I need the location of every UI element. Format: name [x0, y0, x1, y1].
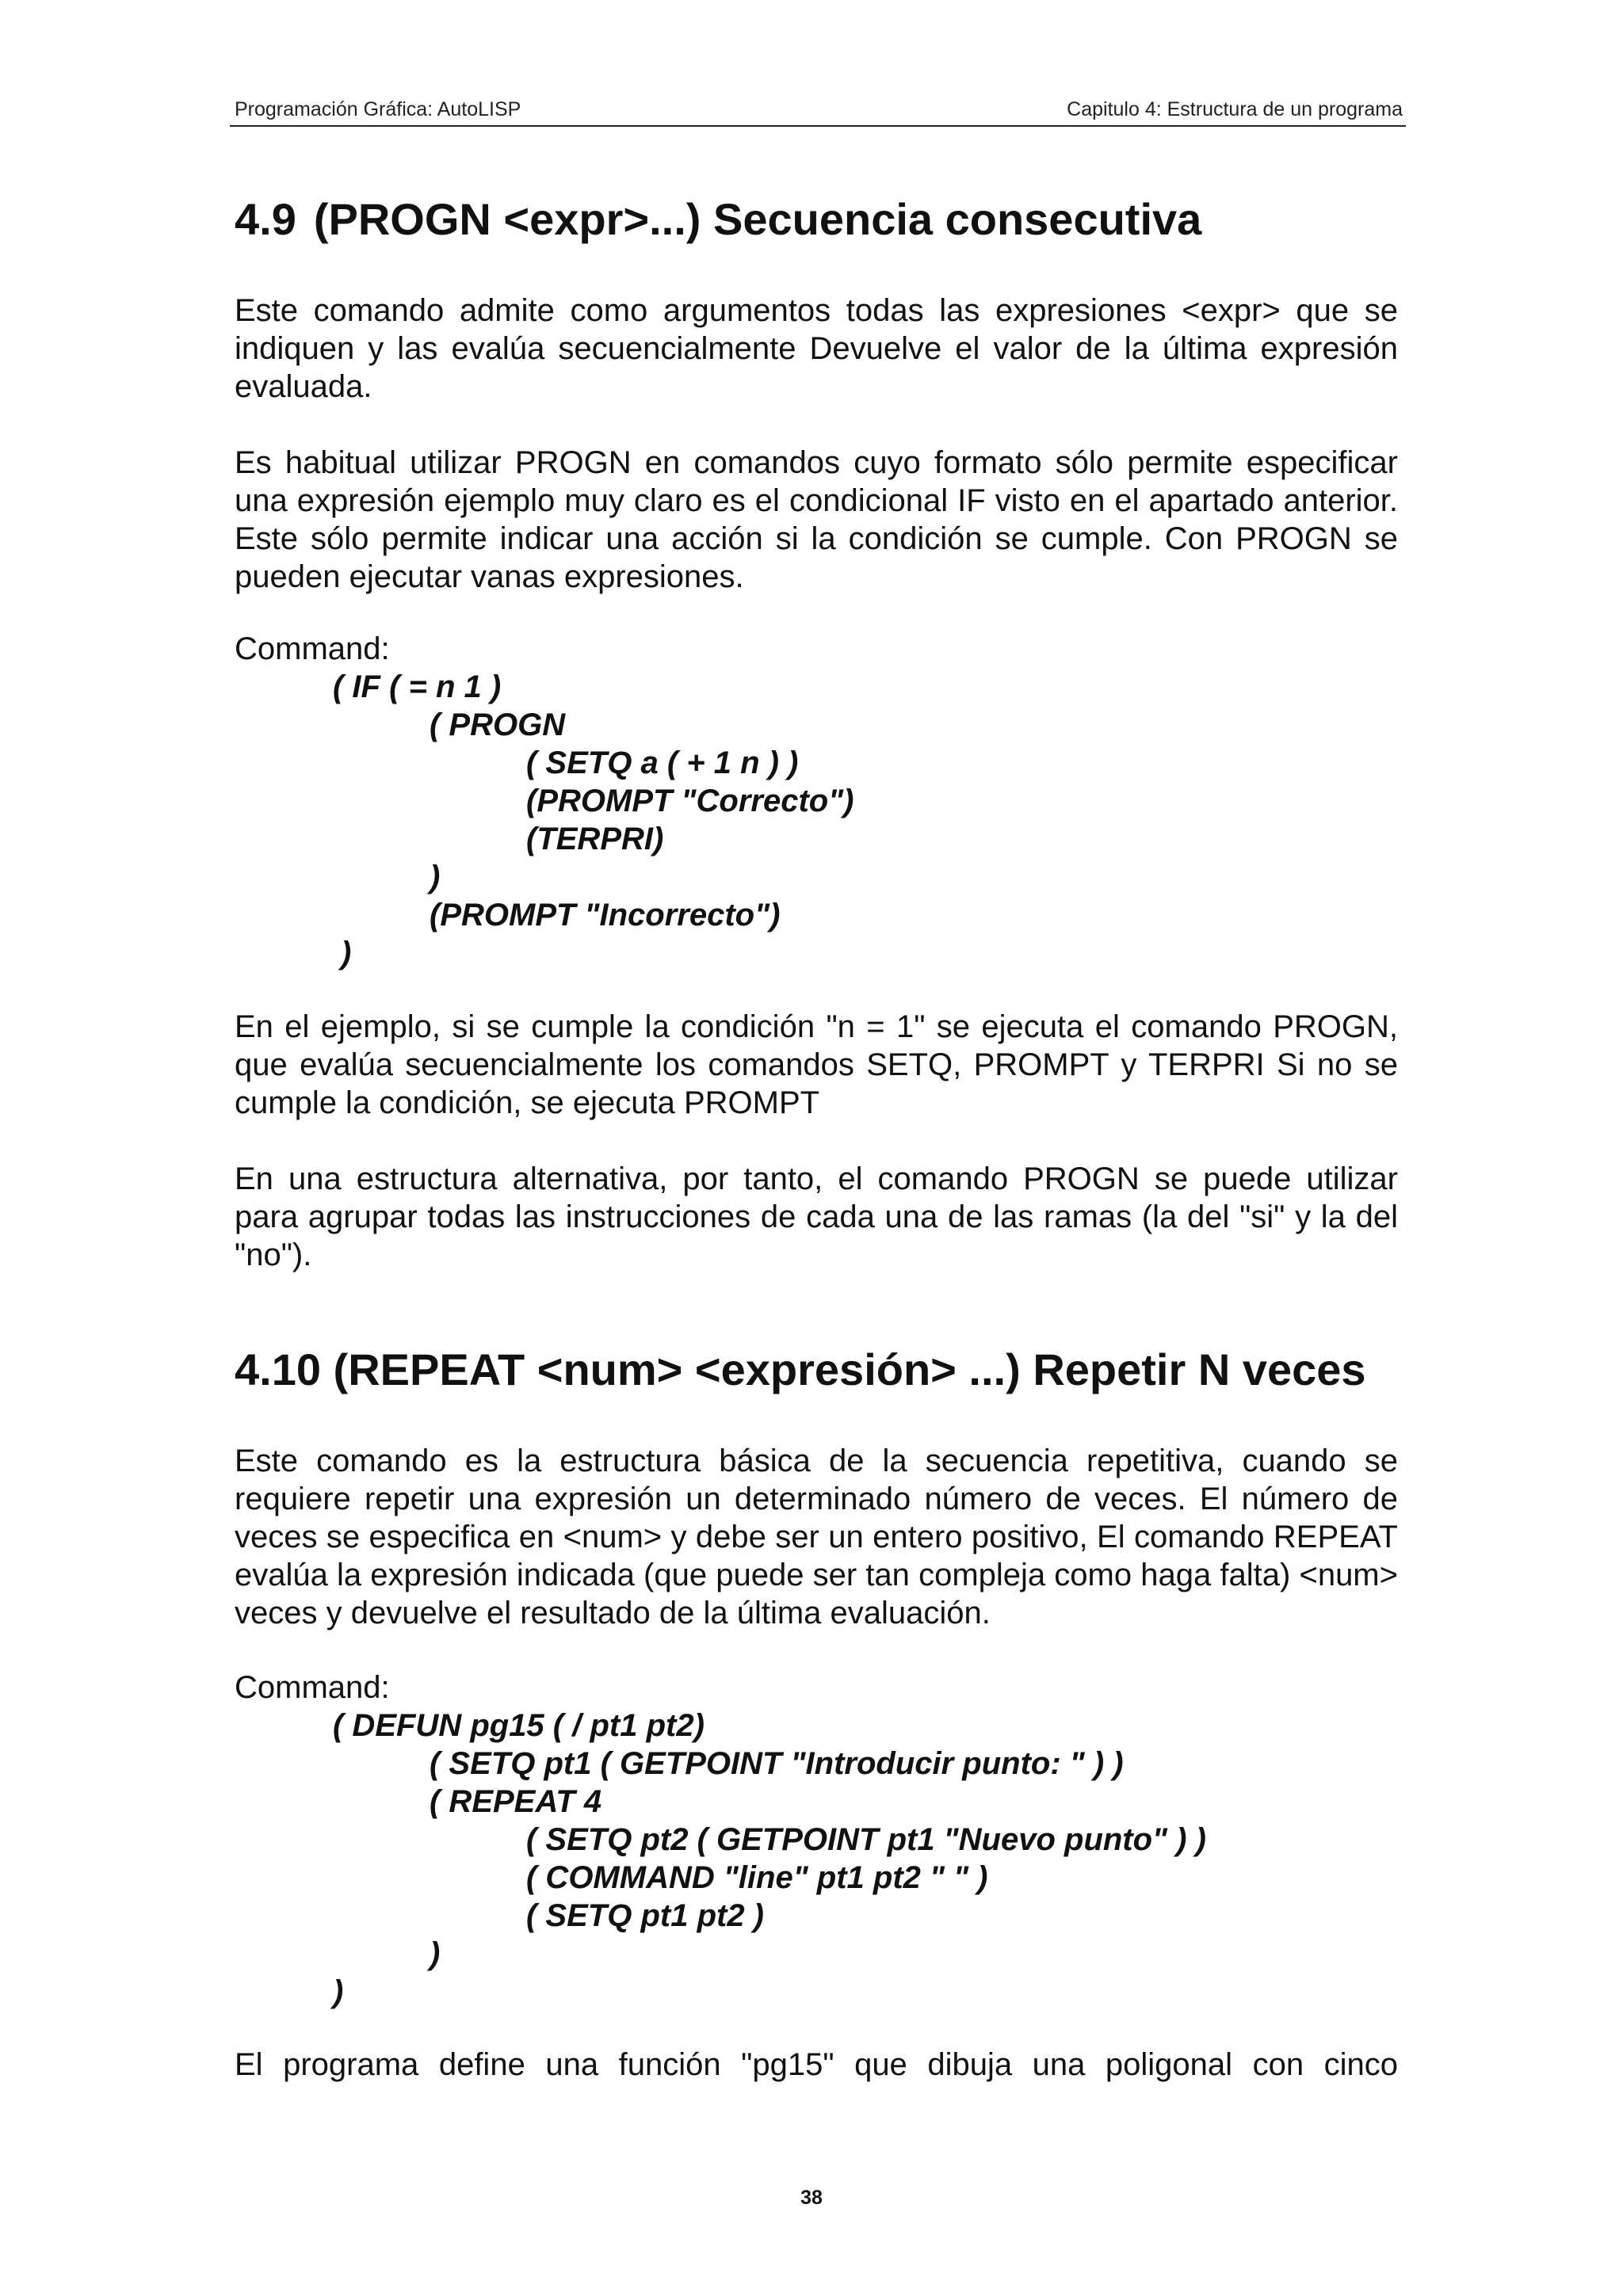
paragraph: Este comando es la estructura básica de la secuencia repetitiva, cuando se requiere repetir una expresión un determinado número de veces. El número de veces se especifica en <num> y debe ser un entero positivo, El comando REPEAT evalúa la expresión indicada (que puede ser tan compleja como haga falta) <num> veces y devuelve el resultado de la última evaluación.: [235, 1444, 1398, 1630]
code-line: ( SETQ pt1 pt2 ): [526, 1898, 764, 1933]
code-line: ( SETQ pt1 ( GETPOINT "Introducir punto: " ) ): [430, 1746, 1124, 1781]
code-line: ( SETQ a ( + 1 n ) ): [526, 746, 799, 780]
section-heading-4-10: 4.10 (REPEAT <num> <expresión> ...) Repetir N veces: [235, 1344, 1366, 1394]
code-line: ( PROGN: [430, 707, 566, 742]
code-line: ( IF ( = n 1 ): [333, 669, 502, 704]
code-line: ( SETQ pt2 ( GETPOINT pt1 "Nuevo punto" ) ): [526, 1822, 1206, 1857]
running-header-left: Programación Gráfica: AutoLISP: [235, 98, 521, 120]
command-label: Command:: [235, 631, 390, 666]
paragraph: El programa define una función "pg15" que dibuja una poligonal con cinco: [235, 2047, 1398, 2082]
paragraph: En el ejemplo, si se cumple la condición "n = 1" se ejecuta el comando PROGN, que evalúa secuencialmente los comandos SETQ, PROMPT y TERPRI Si no se cumple la condición, se ejecuta PROMPT: [235, 1009, 1398, 1120]
code-line: ): [430, 1936, 441, 1971]
code-line: ): [430, 860, 441, 894]
code-line: (PROMPT "Incorrecto"): [430, 898, 781, 933]
section-number: 4.9: [235, 194, 296, 244]
code-line: (PROMPT "Correcto"): [526, 784, 854, 818]
section-title: (PROGN <expr>...) Secuencia consecutiva: [313, 194, 1202, 244]
code-line: ( REPEAT 4: [430, 1784, 602, 1819]
code-line: ( DEFUN pg15 ( / pt1 pt2): [333, 1708, 705, 1743]
section-heading-4-9: [235, 193, 1201, 245]
header-rule: [230, 125, 1406, 127]
code-line: (TERPRI): [526, 822, 664, 856]
paragraph: En una estructura alternativa, por tanto, el comando PROGN se puede utilizar para agrupar todas las instrucciones de cada una de las ramas (la del "si" y la del "no").: [235, 1161, 1398, 1272]
command-label: Command:: [235, 1670, 390, 1705]
code-line: ): [341, 936, 352, 971]
running-header-right: Capitulo 4: Estructura de un programa: [1067, 98, 1403, 120]
page-number: 38: [800, 2187, 823, 2209]
paragraph: Este comando admite como argumentos todas las expresiones <expr> que se indiquen y las evalúa secuencialmente Devuelve el valor de la última expresión evaluada.: [235, 293, 1398, 404]
code-line: ): [333, 1974, 344, 2009]
paragraph: Es habitual utilizar PROGN en comandos cuyo formato sólo permite especificar una expresión ejemplo muy claro es el condicional IF visto en el apartado anterior. Este sólo permite indicar una acción si la condición se cumple. Con PROGN se pueden ejecutar vanas expresiones.: [235, 445, 1398, 594]
code-line: ( COMMAND "line" pt1 pt2 " " ): [526, 1860, 988, 1895]
